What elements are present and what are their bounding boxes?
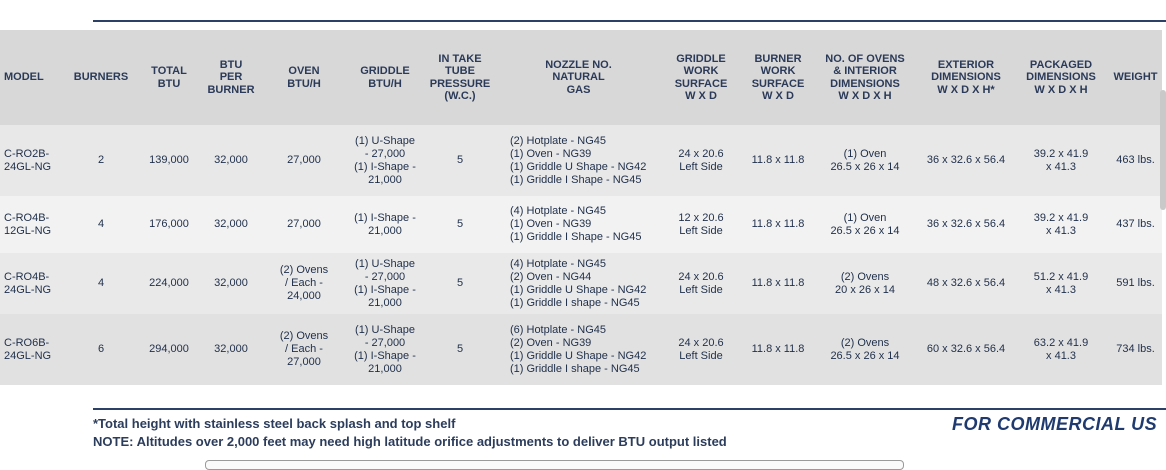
cell-btu-per-burner: 32,000 bbox=[204, 196, 258, 253]
cell-griddle-btu: (1) U-Shape - 27,000 (1) I-Shape - 21,000 bbox=[350, 253, 420, 314]
cell-total-btu: 176,000 bbox=[134, 196, 204, 253]
cell-burners: 4 bbox=[68, 253, 134, 314]
cell-ovens: (2) Ovens 20 x 26 x 14 bbox=[811, 253, 919, 314]
header-model: MODEL bbox=[0, 30, 68, 125]
cell-nozzle: (2) Hotplate - NG45 (1) Oven - NG39 (1) Griddle U Shape - NG42 (1) Griddle I Shape - NG45 bbox=[500, 125, 657, 196]
bottom-divider bbox=[93, 408, 1166, 410]
table-row bbox=[0, 253, 1162, 314]
top-divider bbox=[93, 20, 1166, 22]
cell-burners: 4 bbox=[68, 196, 134, 253]
header-pressure: IN TAKE TUBE PRESSURE (W.C.) bbox=[420, 30, 500, 125]
header-griddle-btu: GRIDDLE BTU/H bbox=[350, 30, 420, 125]
cell-griddle-surface: 24 x 20.6 Left Side bbox=[657, 125, 745, 196]
cell-model: C-RO4B- 24GL-NG bbox=[0, 253, 68, 314]
cell-griddle-btu: (1) I-Shape - 21,000 bbox=[350, 196, 420, 253]
header-packaged: PACKAGED DIMENSIONS W X D X H bbox=[1013, 30, 1109, 125]
altitude-note: NOTE: Altitudes over 2,000 feet may need high latitude orifice adjustments to deliver BTU output listed bbox=[93, 434, 727, 449]
cell-burner-surface: 11.8 x 11.8 bbox=[745, 125, 811, 196]
cell-total-btu: 294,000 bbox=[134, 314, 204, 385]
cell-model: C-RO4B- 12GL-NG bbox=[0, 196, 68, 253]
header-nozzle: NOZZLE NO. NATURAL GAS bbox=[500, 30, 657, 125]
cell-btu-per-burner: 32,000 bbox=[204, 253, 258, 314]
cell-ovens: (2) Ovens 26.5 x 26 x 14 bbox=[811, 314, 919, 385]
cell-oven-btu: (2) Ovens / Each - 27,000 bbox=[258, 314, 350, 385]
cell-pressure: 5 bbox=[420, 125, 500, 196]
cell-nozzle: (6) Hotplate - NG45 (2) Oven - NG39 (1) Griddle U Shape - NG42 (1) Griddle I shape - NG45 bbox=[500, 314, 657, 385]
cell-nozzle: (4) Hotplate - NG45 (2) Oven - NG44 (1) Griddle U Shape - NG42 (1) Griddle I shape - NG45 bbox=[500, 253, 657, 314]
cell-burners: 6 bbox=[68, 314, 134, 385]
cell-exterior: 36 x 32.6 x 56.4 bbox=[919, 125, 1013, 196]
cell-oven-btu: 27,000 bbox=[258, 125, 350, 196]
cell-exterior: 48 x 32.6 x 56.4 bbox=[919, 253, 1013, 314]
spec-table bbox=[0, 30, 1162, 385]
table-row bbox=[0, 125, 1162, 196]
header-griddle-surface: GRIDDLE WORK SURFACE W X D bbox=[657, 30, 745, 125]
cell-packaged: 51.2 x 41.9 x 41.3 bbox=[1013, 253, 1109, 314]
header-burners: BURNERS bbox=[68, 30, 134, 125]
cell-packaged: 39.2 x 41.9 x 41.3 bbox=[1013, 196, 1109, 253]
cell-burner-surface: 11.8 x 11.8 bbox=[745, 196, 811, 253]
cell-burners: 2 bbox=[68, 125, 134, 196]
header-total-btu: TOTAL BTU bbox=[134, 30, 204, 125]
cell-griddle-surface: 12 x 20.6 Left Side bbox=[657, 196, 745, 253]
table-row bbox=[0, 314, 1162, 385]
header-weight: WEIGHT bbox=[1109, 30, 1162, 125]
cell-exterior: 36 x 32.6 x 56.4 bbox=[919, 196, 1013, 253]
cell-btu-per-burner: 32,000 bbox=[204, 125, 258, 196]
footnote-text: *Total height with stainless steel back splash and top shelf bbox=[93, 416, 456, 431]
cell-exterior: 60 x 32.6 x 56.4 bbox=[919, 314, 1013, 385]
cell-ovens: (1) Oven 26.5 x 26 x 14 bbox=[811, 196, 919, 253]
cell-burner-surface: 11.8 x 11.8 bbox=[745, 253, 811, 314]
cell-pressure: 5 bbox=[420, 253, 500, 314]
cell-pressure: 5 bbox=[420, 196, 500, 253]
cell-nozzle: (4) Hotplate - NG45 (1) Oven - NG39 (1) Griddle I Shape - NG45 bbox=[500, 196, 657, 253]
cell-weight: 463 lbs. bbox=[1109, 125, 1162, 196]
cell-griddle-btu: (1) U-Shape - 27,000 (1) I-Shape - 21,000 bbox=[350, 125, 420, 196]
cell-burner-surface: 11.8 x 11.8 bbox=[745, 314, 811, 385]
header-oven-btu: OVEN BTU/H bbox=[258, 30, 350, 125]
cell-total-btu: 224,000 bbox=[134, 253, 204, 314]
scrollbar-thumb[interactable] bbox=[1160, 90, 1166, 210]
cell-packaged: 39.2 x 41.9 x 41.3 bbox=[1013, 125, 1109, 196]
cell-pressure: 5 bbox=[420, 314, 500, 385]
cell-griddle-surface: 24 x 20.6 Left Side bbox=[657, 314, 745, 385]
cell-griddle-btu: (1) U-Shape - 27,000 (1) I-Shape - 21,000 bbox=[350, 314, 420, 385]
cell-weight: 437 lbs. bbox=[1109, 196, 1162, 253]
header-ovens: NO. OF OVENS & INTERIOR DIMENSIONS W X D X H bbox=[811, 30, 919, 125]
cell-oven-btu: (2) Ovens / Each - 24,000 bbox=[258, 253, 350, 314]
header-btu-per-burner: BTU PER BURNER bbox=[204, 30, 258, 125]
cell-oven-btu: 27,000 bbox=[258, 196, 350, 253]
cell-model: C-RO2B- 24GL-NG bbox=[0, 125, 68, 196]
cell-weight: 734 lbs. bbox=[1109, 314, 1162, 385]
table-header-row bbox=[0, 30, 1162, 125]
commercial-use-heading: FOR COMMERCIAL US bbox=[952, 414, 1158, 434]
cell-ovens: (1) Oven 26.5 x 26 x 14 bbox=[811, 125, 919, 196]
table-row bbox=[0, 196, 1162, 253]
bottom-panel-edge bbox=[205, 460, 904, 470]
header-burner-surface: BURNER WORK SURFACE W X D bbox=[745, 30, 811, 125]
header-exterior: EXTERIOR DIMENSIONS W X D X H* bbox=[919, 30, 1013, 125]
cell-packaged: 63.2 x 41.9 x 41.3 bbox=[1013, 314, 1109, 385]
cell-weight: 591 lbs. bbox=[1109, 253, 1162, 314]
cell-btu-per-burner: 32,000 bbox=[204, 314, 258, 385]
cell-griddle-surface: 24 x 20.6 Left Side bbox=[657, 253, 745, 314]
cell-model: C-RO6B- 24GL-NG bbox=[0, 314, 68, 385]
cell-total-btu: 139,000 bbox=[134, 125, 204, 196]
